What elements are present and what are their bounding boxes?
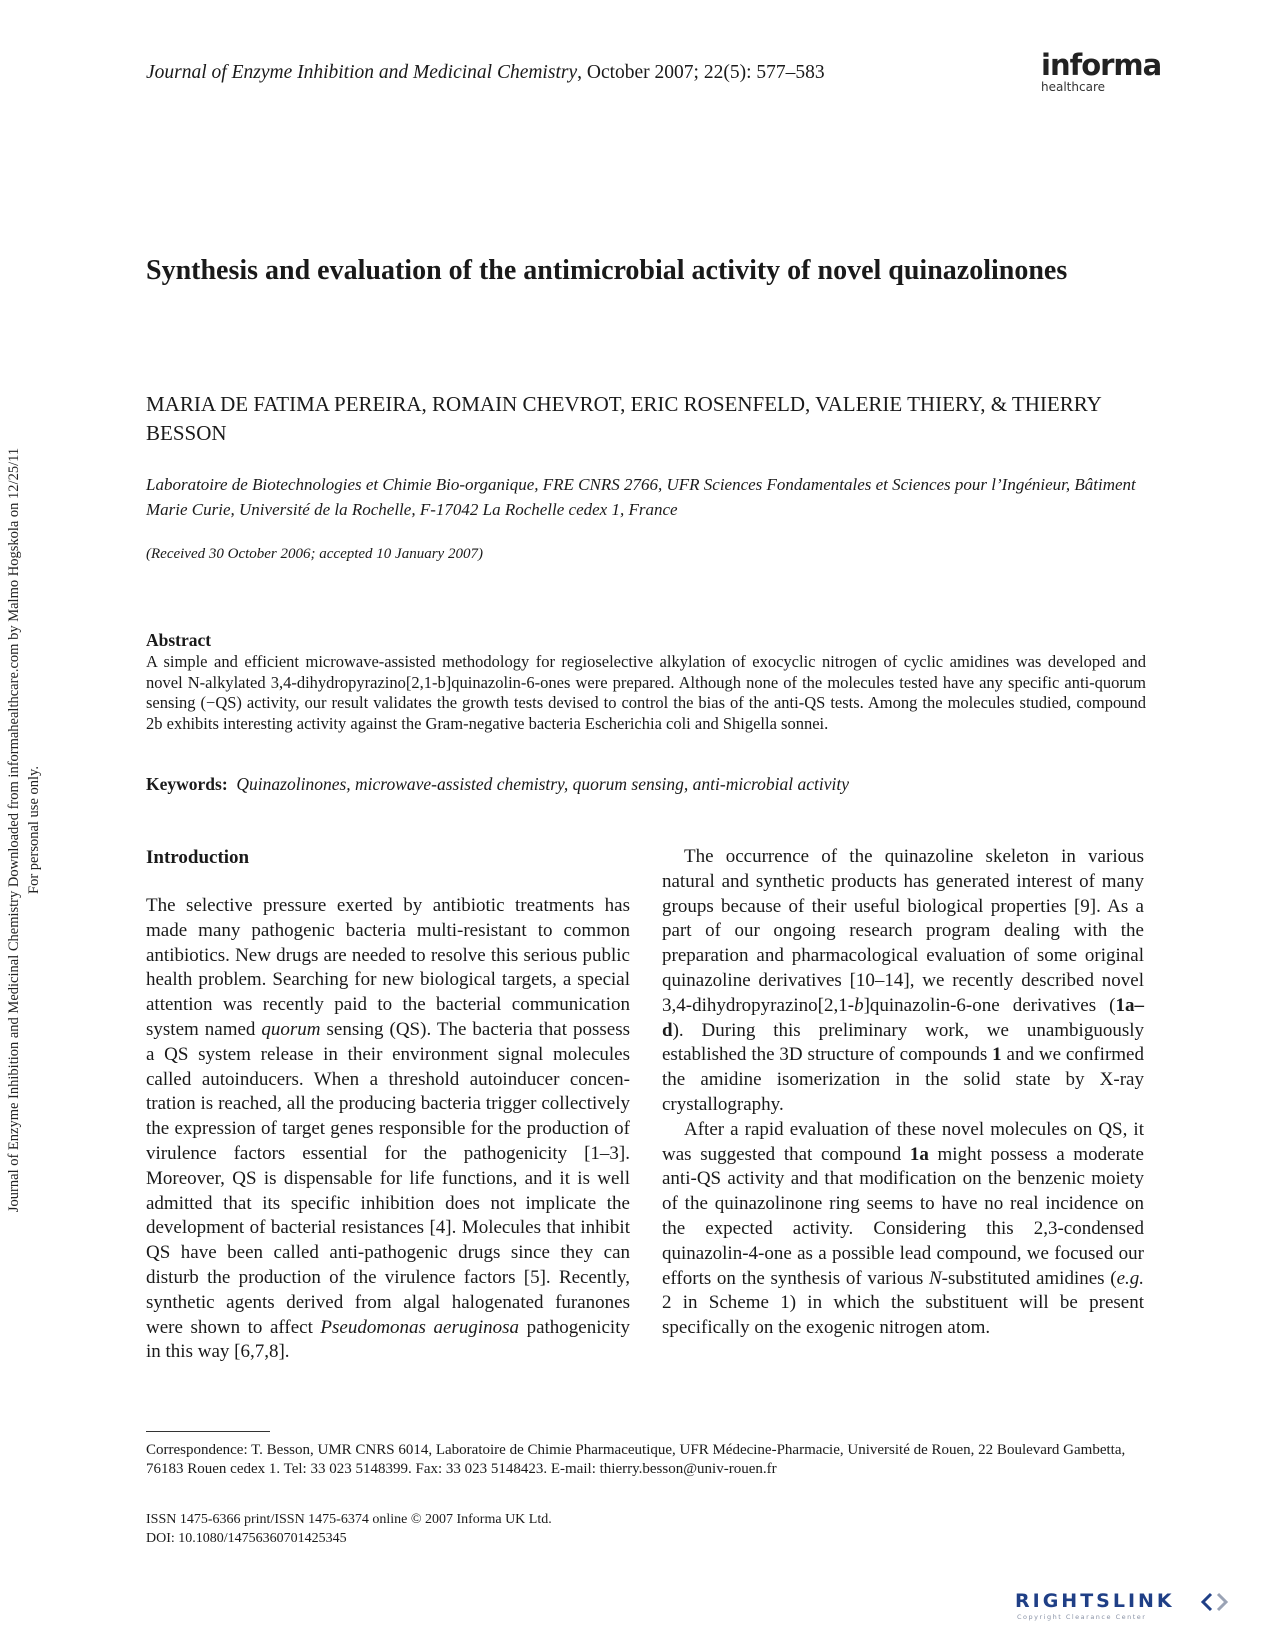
informa-healthcare-logo	[1041, 50, 1171, 94]
body-text: and we confirmed the amidine isomerization in the solid state by X-ray crystallography.	[662, 1044, 1144, 1115]
logo-subtext: healthcare	[1041, 80, 1105, 94]
body-text: sensing (QS). The bacteria that possess a QS system release in their environment signal molecules called autoinducers. When a threshold autoinducer concentration is reached, all the producing bacteria trigger collectively the expression of target genes responsible for the production of virulence factors essential for the pathogenicity [1–3]. Moreover, QS is dispensable for life functions, and it is well admitted that its specific inhibition does not implicate the development of bacterial resistances [4]. Molecules that inhibit QS have been called anti-pathogenic drugs since they can disturb the production of the virulence factors [5]. Recently, synthetic agents derived from algal halogenated furanones were shown to affect	[146, 1018, 630, 1338]
keywords-text: Quinazolinones, microwave-assisted chemistry, quorum sensing, anti-microbial activity	[236, 774, 850, 794]
body-text-italic: N	[928, 1267, 942, 1289]
download-notice-line1: Journal of Enzyme Inhibition and Medicinal Chemistry Downloaded from informahealthcare.com by Malmo Hogskola on 12/25/11	[6, 447, 22, 1213]
paragraph	[662, 845, 1144, 1118]
correspondence-footnote: Correspondence: T. Besson, UMR CNRS 6014, Laboratoire de Chimie Pharmaceutique, UFR Médecine-Pharmacie, Université de Rouen, 22 Boulevard Gambetta, 76183 Rouen cedex 1. Tel: 33 023 5148399. Fax: 33 023 5148423. E-mail: thierry.besson@univ-rouen.fr	[146, 1442, 1126, 1477]
rightslink-subtext: Copyright Clearance Center	[1017, 1613, 1147, 1621]
keywords	[146, 774, 1156, 795]
body-text: 2 in Scheme 1) in which the substituent will be present specifically on the exogenic nitrogen atom.	[662, 1292, 1144, 1339]
body-text: pathogenicity in this way [6,7,8].	[146, 1316, 630, 1363]
body-text-italic: b	[854, 994, 864, 1016]
body-text: The selective pressure exerted by antibiotic treatments has made many pathogenic bacteria multi-resistant to common antibiotics. New drugs are needed to resolve this serious public health problem. Searching for new biological targets, a special attention was recently paid to the bacterial communication system named	[146, 895, 630, 1040]
logo-wordmark: informa	[1041, 48, 1162, 82]
body-text: -substituted amidines (	[941, 1267, 1117, 1289]
affiliation: Laboratoire de Biotechnologies et Chimie Bio-organique, FRE CNRS 2766, UFR Sciences Fondamentales et Sciences pour l’Ingénieur, Bâtiment Marie Curie, Université de la Rochelle, F-17042 La Rochelle cedex 1, France	[146, 475, 1136, 519]
download-notice	[4, 390, 52, 1270]
abstract-text: A simple and efficient microwave-assisted methodology for regioselective alkylation of exocyclic nitrogen of cyclic amidines was developed and novel N-alkylated 3,4-dihydropyrazino[2,1-b]quinazolin-6-ones were prepared. Although none of the molecules tested have any specific anti-quorum sensing (−QS) activity, our result validates the growth tests devised to control the bias of the anti-QS tests. Among the molecules studied, compound 2b exhibits interesting activity against the Gram-negative bacteria Escherichia coli and Shigella sonnei.	[146, 652, 1146, 733]
rightslink-logo[interactable]	[1015, 1582, 1245, 1622]
footnote-rule	[146, 1431, 270, 1432]
chevron-left-icon	[1203, 1594, 1211, 1610]
body-text: ). During this preliminary work, we unambiguously established the 3D structure of compounds	[662, 1019, 1144, 1066]
journal-issue: , October 2007; 22(5): 577–583	[577, 62, 825, 83]
body-text-italic: e.g.	[1116, 1267, 1144, 1289]
rightslink-wordmark: RIGHTSLINK	[1015, 1590, 1175, 1612]
compound-label: 1	[992, 1044, 1002, 1066]
section-heading-introduction: Introduction	[146, 847, 250, 868]
body-text-italic: quorum	[261, 1018, 321, 1040]
journal-citation-line	[146, 62, 825, 84]
keywords-label: Keywords:	[146, 774, 228, 794]
article-title: Synthesis and evaluation of the antimicrobial activity of novel quinazolinones	[146, 255, 1068, 286]
abstract-heading: Abstract	[146, 630, 212, 650]
issn-block	[146, 1510, 846, 1548]
compound-label: 1a–d	[662, 994, 1144, 1041]
body-text: The occurrence of the quinazoline skeleton in various natural and synthetic products has generated interest of many groups because of their useful biological properties [9]. As a part of our ongoing research program dealing with the preparation and pharmacological evaluation of some original quinazoline derivatives [10–14], we recently described novel 3,4-dihydropyrazino[2,1-	[662, 846, 1144, 1016]
compound-label: 1a	[909, 1143, 929, 1165]
body-column-right	[662, 845, 1144, 1341]
species-name: Pseudomonas aeruginosa	[320, 1316, 520, 1338]
body-text: After a rapid evaluation of these novel molecules on QS, it was suggested that compound	[662, 1118, 1144, 1165]
body-text: might possess a moderate anti-QS activity and that modification on the benzenic moiety of the quinazolinone ring seems to have no real incidence on the expected activity. Considering this 2,3-condensed quinazolin-4-one as a possible lead compound, we focused our efforts on the synthesis of various	[662, 1143, 1144, 1289]
chevron-right-icon	[1218, 1594, 1226, 1610]
author-list: MARIA DE FATIMA PEREIRA, ROMAIN CHEVROT, ERIC ROSENFELD, VALERIE THIERY, & THIERRY BESSON	[146, 392, 1101, 445]
journal-name: Journal of Enzyme Inhibition and Medicinal Chemistry	[146, 62, 578, 83]
paragraph	[662, 1118, 1144, 1341]
issn-line: ISSN 1475-6366 print/ISSN 1475-6374 online © 2007 Informa UK Ltd.	[146, 1512, 552, 1527]
received-dates: (Received 30 October 2006; accepted 10 January 2007)	[146, 546, 483, 562]
download-notice-line2: For personal use only.	[26, 766, 42, 894]
doi-line: DOI: 10.1080/14756360701425345	[146, 1531, 347, 1546]
body-column-left	[146, 894, 630, 1365]
body-text: ]quinazolin-6-one derivatives (	[863, 994, 1116, 1016]
